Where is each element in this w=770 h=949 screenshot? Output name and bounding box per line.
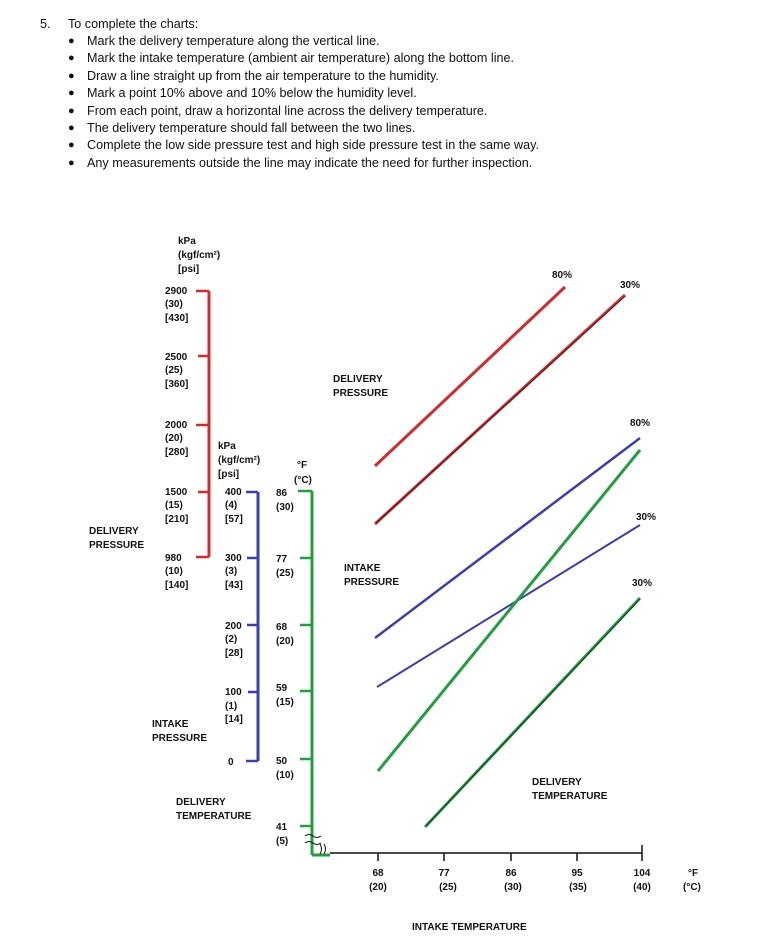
bullet-item: ● Mark the intake temperature (ambient air temperature) along the bottom line. [68, 50, 539, 67]
dp-unit-kpa: kPa [178, 236, 196, 247]
ip-tick-psi: [43] [225, 580, 243, 591]
it-tick-f: 95 [571, 868, 583, 879]
ip-tick-kpa: 100 [225, 687, 242, 698]
dt-tick-c: (10) [276, 770, 294, 781]
dt-axis-title-line1: DELIVERY [176, 797, 226, 808]
it-tick-c: (40) [633, 882, 651, 893]
ip-tick-kpa: 0 [228, 757, 234, 768]
region-label-ip-line1: INTAKE [344, 563, 381, 574]
dt-axis-title-line2: TEMPERATURE [176, 811, 252, 822]
ip-tick-kgf: (2) [225, 634, 238, 645]
ip-unit-kpa: kPa [218, 441, 236, 452]
ip-tick-kpa: 300 [225, 553, 242, 564]
dt-tick-f: 50 [276, 756, 288, 767]
bullet-item: ● From each point, draw a horizontal line across the delivery temperature. [68, 103, 539, 120]
axis-break-mark [320, 844, 326, 854]
dp-30-line-shadow [376, 296, 625, 523]
dt-tick-c: (25) [276, 568, 294, 579]
dt-tick-f: 68 [276, 622, 288, 633]
ip-tick-kpa: 400 [225, 487, 242, 498]
ip-tick-psi: [28] [225, 648, 243, 659]
step-title: To complete the charts: [68, 17, 199, 31]
ip-tick-kgf: (4) [225, 500, 238, 511]
bullet-item: ● Any measurements outside the line may indicate the need for further inspection. [68, 155, 539, 172]
it-tick-f: 104 [633, 868, 651, 879]
ip-axis-title-line2: PRESSURE [152, 733, 208, 744]
dp-tick-kgf: (30) [165, 299, 183, 310]
region-label-dp-line2: PRESSURE [333, 388, 389, 399]
ip-tick-kgf: (1) [225, 701, 238, 712]
ip-30-label: 30% [636, 512, 657, 523]
dt-tick-c: (30) [276, 502, 294, 513]
dp-30-label: 30% [620, 280, 641, 291]
dp-tick-psi: [360] [165, 379, 189, 390]
ip-unit-kgf: (kgf/cm²) [218, 455, 261, 466]
dp-80-label: 80% [552, 270, 573, 281]
dp-tick-kpa: 1500 [165, 487, 188, 498]
it-tick-f: 68 [372, 868, 384, 879]
ip-80-label: 80% [630, 418, 651, 429]
dp-tick-psi: [280] [165, 447, 189, 458]
dt-tick-f: 59 [276, 683, 288, 694]
it-tick-c: (30) [504, 882, 522, 893]
dt-unit-c: (°C) [294, 475, 312, 486]
dp-unit-kgf: (kgf/cm²) [178, 250, 221, 261]
dp-tick-kpa: 2000 [165, 420, 188, 431]
bullet-item: ● The delivery temperature should fall between the two lines. [68, 120, 539, 137]
region-label-dp-line1: DELIVERY [333, 374, 383, 385]
dp-tick-psi: [210] [165, 514, 189, 525]
it-tick-c: (20) [369, 882, 387, 893]
region-label-dt-line2: TEMPERATURE [532, 791, 608, 802]
dp-tick-kgf: (25) [165, 365, 183, 376]
it-tick-f: 77 [438, 868, 450, 879]
ip-80-line [375, 438, 640, 638]
dp-tick-kpa: 980 [165, 553, 182, 564]
dp-tick-kpa: 2900 [165, 286, 188, 297]
ip-axis-title-line1: INTAKE [152, 719, 189, 730]
dp-tick-kpa: 2500 [165, 352, 188, 363]
region-label-dt-line1: DELIVERY [532, 777, 582, 788]
dt-tick-c: (5) [276, 836, 289, 847]
performance-lines [375, 287, 640, 827]
ip-tick-kpa: 200 [225, 621, 242, 632]
dt-tick-f: 41 [276, 822, 288, 833]
it-unit-f: °F [688, 868, 699, 879]
bullet-item: ● Draw a line straight up from the air temperature to the humidity. [68, 68, 539, 85]
dt-tick-f: 77 [276, 554, 288, 565]
dt-tick-f: 86 [276, 488, 288, 499]
dt-tick-c: (15) [276, 697, 294, 708]
ip-unit-psi: [psi] [218, 469, 240, 480]
delivery-temperature-scale [176, 460, 330, 855]
dp-axis-title-line1: DELIVERY [89, 526, 139, 537]
it-axis-title: INTAKE TEMPERATURE [412, 922, 527, 933]
bullet-item: ● Mark a point 10% above and 10% below the humidity level. [68, 85, 539, 102]
intake-temperature-axis [330, 845, 701, 933]
step-number: 5. [40, 17, 51, 31]
region-label-ip-line2: PRESSURE [344, 577, 400, 588]
dp-tick-kgf: (15) [165, 500, 183, 511]
dt-unit-f: °F [297, 460, 308, 471]
dp-tick-psi: [430] [165, 313, 189, 324]
dp-unit-psi: [psi] [178, 264, 200, 275]
ip-tick-kgf: (3) [225, 566, 238, 577]
dp-axis-title-line2: PRESSURE [89, 540, 145, 551]
it-unit-c: (°C) [683, 882, 701, 893]
ip-tick-psi: [57] [225, 514, 243, 525]
dp-tick-kgf: (20) [165, 433, 183, 444]
ip-tick-psi: [14] [225, 714, 243, 725]
dt-upper-line [378, 450, 640, 771]
it-tick-f: 86 [505, 868, 517, 879]
bullet-item: ● Complete the low side pressure test and high side pressure test in the same way. [68, 137, 539, 154]
it-tick-c: (25) [439, 882, 457, 893]
dp-tick-psi: [140] [165, 580, 189, 591]
bullet-item: ● Mark the delivery temperature along the vertical line. [68, 33, 539, 50]
dt-30-label: 30% [632, 578, 653, 589]
it-tick-c: (35) [569, 882, 587, 893]
delivery-pressure-scale [89, 236, 220, 591]
dt-tick-c: (20) [276, 636, 294, 647]
dp-tick-kgf: (10) [165, 566, 183, 577]
